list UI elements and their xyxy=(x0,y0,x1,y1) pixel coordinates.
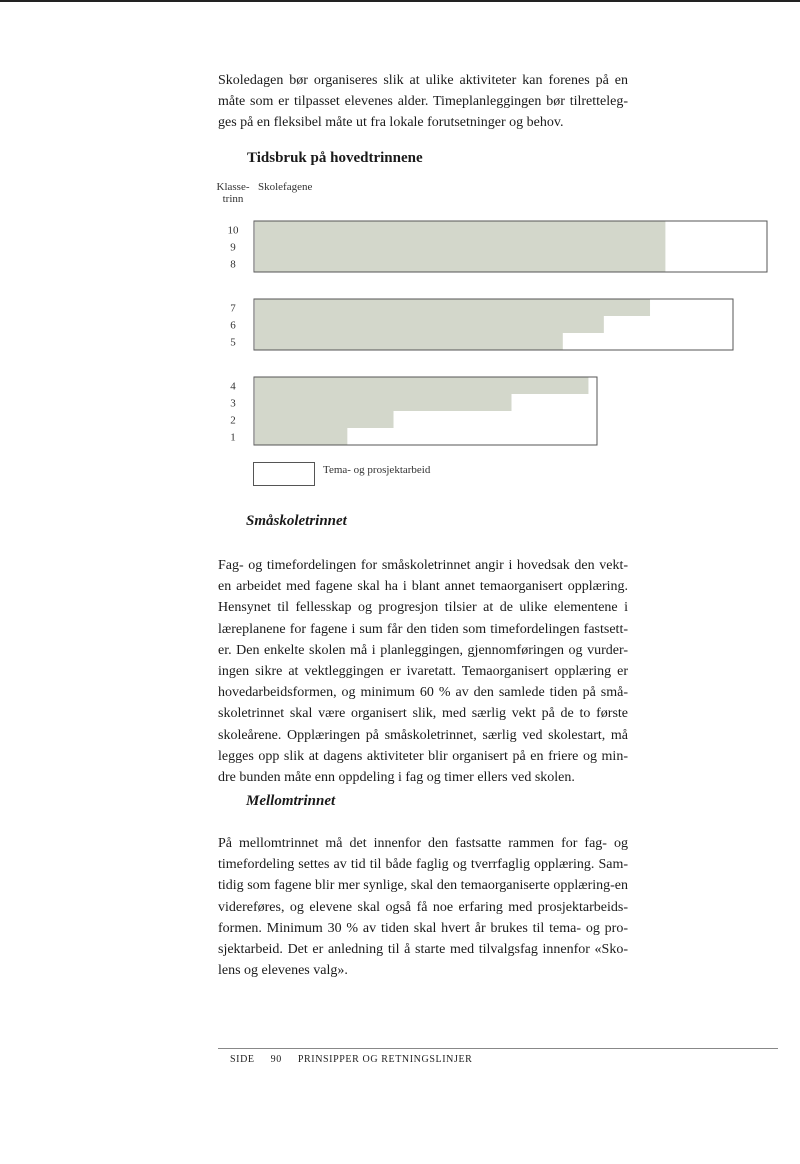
subject-bar-grade-1 xyxy=(255,428,347,445)
subject-bar-grade-3 xyxy=(255,394,512,411)
grade-label-8: 8 xyxy=(230,258,236,271)
legend-label: Tema- og prosjektarbeid xyxy=(323,464,431,476)
subject-bar-grade-6 xyxy=(255,316,604,333)
subject-bar-grade-4 xyxy=(255,377,588,394)
subject-bar-grade-8 xyxy=(255,255,665,272)
legend-swatch xyxy=(253,462,315,486)
section-heading-mellomtrinn: Mellomtrinnet xyxy=(246,793,336,809)
subject-bar-grade-5 xyxy=(255,333,563,350)
y-axis-label: Klasse-trinn xyxy=(216,181,250,205)
footer-page-label: SIDE xyxy=(230,1054,255,1065)
subject-bar-grade-7 xyxy=(255,299,650,316)
x-axis-label: Skolefagene xyxy=(258,181,313,193)
section-text-mellomtrinn: På mellomtrinnet må det innenfor den fastsatte rammen for fag- og timefordeling settes av tid til både faglig og tverrfaglig opplæring. Sam-tidig som fagene blir mer synlige, skal den temaorganiserte opplæring-en videreføres, og elevene skal også få noe erfaring med prosjektarbeids-formen. Minimum 30 % av tiden skal hvert år brukes til tema- og pro-sjektarbeid. Det er anledning til å starte med tilvalgsfag innenfor «Sko-lens og elevenes valg». xyxy=(218,836,628,979)
chart-title: Tidsbruk på hovedtrinnene xyxy=(247,150,423,166)
grade-label-4: 4 xyxy=(230,380,236,393)
grade-label-7: 7 xyxy=(230,302,236,315)
footer-page-number: 90 xyxy=(270,1054,282,1065)
grade-label-1: 1 xyxy=(230,431,236,444)
grade-label-5: 5 xyxy=(230,336,236,349)
subject-bar-grade-10 xyxy=(255,221,665,238)
grade-label-2: 2 xyxy=(230,414,236,427)
grade-label-10: 10 xyxy=(227,224,239,237)
footer-rule xyxy=(218,1048,778,1049)
section-text-smaaskole: Fag- og timefordelingen for småskoletrinnet angir i hovedsak den vekt-en arbeidet med fagene skal ha i blant annet temaorganisert opplæring. Hensynet til fellesskap og progresjon tilsier at de ulike elementene i læreplanene for fagene i sum får den tiden som timefordelingen fastsett-er. Den enkelte skolen må i planleggingen, gjennomføringen og vurder-ingen sikre at vektleggingen er ivaretatt. Temaorganisert opplæring er hovedarbeidsformen, og minimum 60 % av den samlede tiden på små-skoletrinnet skal være organisert slik, med særlig vekt på de to første skoleårene. Opplæringen på småskoletrinnet, særlig ved skolestart, må legges opp slik at dagens aktiviteter blir organisert på en friere og min-dre bunden måte enn oppdeling i fag og timer ellers ved skolen. xyxy=(218,558,628,786)
section-heading-smaaskole: Småskoletrinnet xyxy=(246,513,347,529)
grade-label-3: 3 xyxy=(230,397,236,410)
subject-bar-grade-2 xyxy=(255,411,394,428)
intro-paragraph: Skoledagen bør organiseres slik at ulike aktiviteter kan forenes på en måte som er tilpasset elevenes alder. Timeplanleggingen bør tilretteleg-ges på en fleksibel måte ut fra lokale forutsetninger og behov. xyxy=(218,73,628,131)
footer-section: PRINSIPPER OG RETNINGSLINJER xyxy=(297,1054,473,1065)
grade-label-9: 9 xyxy=(230,241,236,254)
subject-bar-grade-9 xyxy=(255,238,665,255)
grade-label-6: 6 xyxy=(230,319,236,332)
page-footer xyxy=(230,1054,488,1065)
time-use-chart xyxy=(0,0,800,500)
